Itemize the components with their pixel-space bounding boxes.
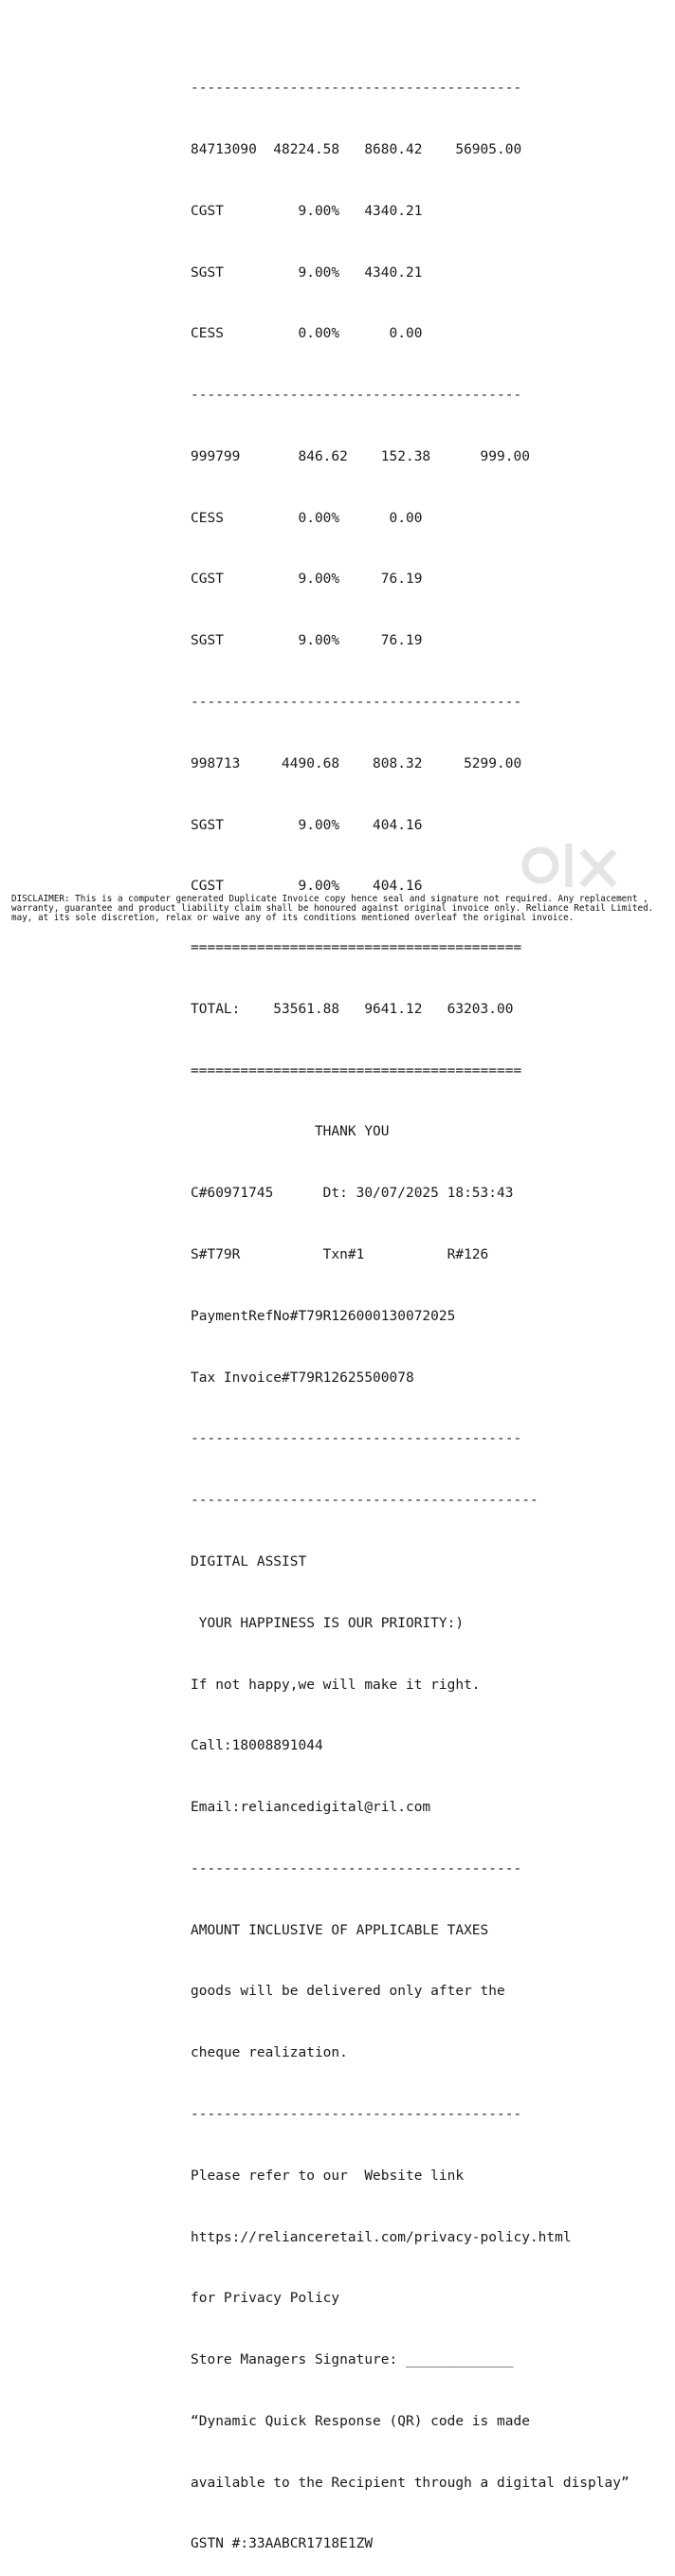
- digital-assist-heading: DIGITAL ASSIST: [191, 1553, 307, 1569]
- receipt-body: [191, 38, 629, 2576]
- olx-watermark-logo: [520, 832, 633, 898]
- separator-line: ----------------------------------------: [191, 1431, 522, 1447]
- double-separator-line: ========================================: [191, 940, 522, 956]
- separator-line: ----------------------------------------: [191, 2106, 522, 2122]
- website-text: Please refer to our Website link: [191, 2168, 465, 2184]
- tax-row: SGST 9.00% 4340.21: [191, 264, 423, 281]
- tax-row: CGST 9.00% 4340.21: [191, 203, 423, 219]
- tax-row: SGST 9.00% 76.19: [191, 633, 423, 649]
- privacy-policy-text: for Privacy Policy: [191, 2291, 340, 2307]
- disclaimer: [11, 895, 675, 923]
- privacy-policy-url: https://relianceretail.com/privacy-policy.html: [191, 2229, 572, 2245]
- disclaimer-line: DISCLAIMER: This is a computer generated Duplicate Invoice copy hence seal and signature not required. Any replacement ,: [11, 894, 648, 904]
- tax-row: CGST 9.00% 76.19: [191, 571, 423, 588]
- qr-note-cont: available to the Recipient through a digital display”: [191, 2475, 629, 2491]
- delivery-note: goods will be delivered only after the: [191, 1984, 505, 2000]
- total-row: TOTAL: 53561.88 9641.12 63203.00: [191, 1001, 514, 1017]
- tax-invoice-line: Tax Invoice#T79R12625500078: [191, 1370, 414, 1386]
- delivery-note-cont: cheque realization.: [191, 2045, 348, 2061]
- gstn-number: GSTN #:33AABCR1718E1ZW: [191, 2536, 374, 2552]
- hsn-row-999799: 999799 846.62 152.38 999.00: [191, 448, 530, 464]
- priority-text: YOUR HAPPINESS IS OUR PRIORITY:): [191, 1615, 465, 1631]
- separator-line: ----------------------------------------: [191, 388, 522, 404]
- qr-note: “Dynamic Quick Response (QR) code is made: [191, 2413, 530, 2429]
- tax-row: CGST 9.00% 404.16: [191, 879, 423, 895]
- separator-line: ------------------------------------------: [191, 1493, 538, 1509]
- disclaimer-line: may, at its sole discretion, relax or waive any of its conditions mentioned overleaf the original invoice.: [11, 913, 575, 923]
- email-address: Email:reliancedigital@ril.com: [191, 1800, 431, 1816]
- hsn-row-84713090: 84713090 48224.58 8680.42 56905.00: [191, 141, 522, 157]
- double-separator-line: ========================================: [191, 1062, 522, 1079]
- tax-row: CESS 0.00% 0.00: [191, 510, 423, 526]
- call-number: Call:18008891044: [191, 1738, 323, 1754]
- taxes-note: AMOUNT INCLUSIVE OF APPLICABLE TAXES: [191, 1922, 489, 1938]
- tax-row: CESS 0.00% 0.00: [191, 326, 423, 342]
- separator-line: ----------------------------------------: [191, 1860, 522, 1877]
- separator-line: ----------------------------------------: [191, 81, 522, 97]
- signature-line: Store Managers Signature: _____________: [191, 2352, 514, 2368]
- disclaimer-line: warranty, guarantee and product liability claim shall be honoured against original invoice only. Reliance Retail Limited.: [11, 903, 654, 914]
- not-happy-text: If not happy,we will make it right.: [191, 1677, 481, 1693]
- payment-ref-line: PaymentRefNo#T79R126000130072025: [191, 1308, 456, 1324]
- hsn-row-998713: 998713 4490.68 808.32 5299.00: [191, 755, 522, 771]
- customer-date-line: C#60971745 Dt: 30/07/2025 18:53:43: [191, 1186, 514, 1202]
- store-txn-line: S#T79R Txn#1 R#126: [191, 1247, 489, 1263]
- thank-you-text: THANK YOU: [191, 1124, 390, 1140]
- separator-line: ----------------------------------------: [191, 695, 522, 710]
- tax-row: SGST 9.00% 404.16: [191, 817, 423, 833]
